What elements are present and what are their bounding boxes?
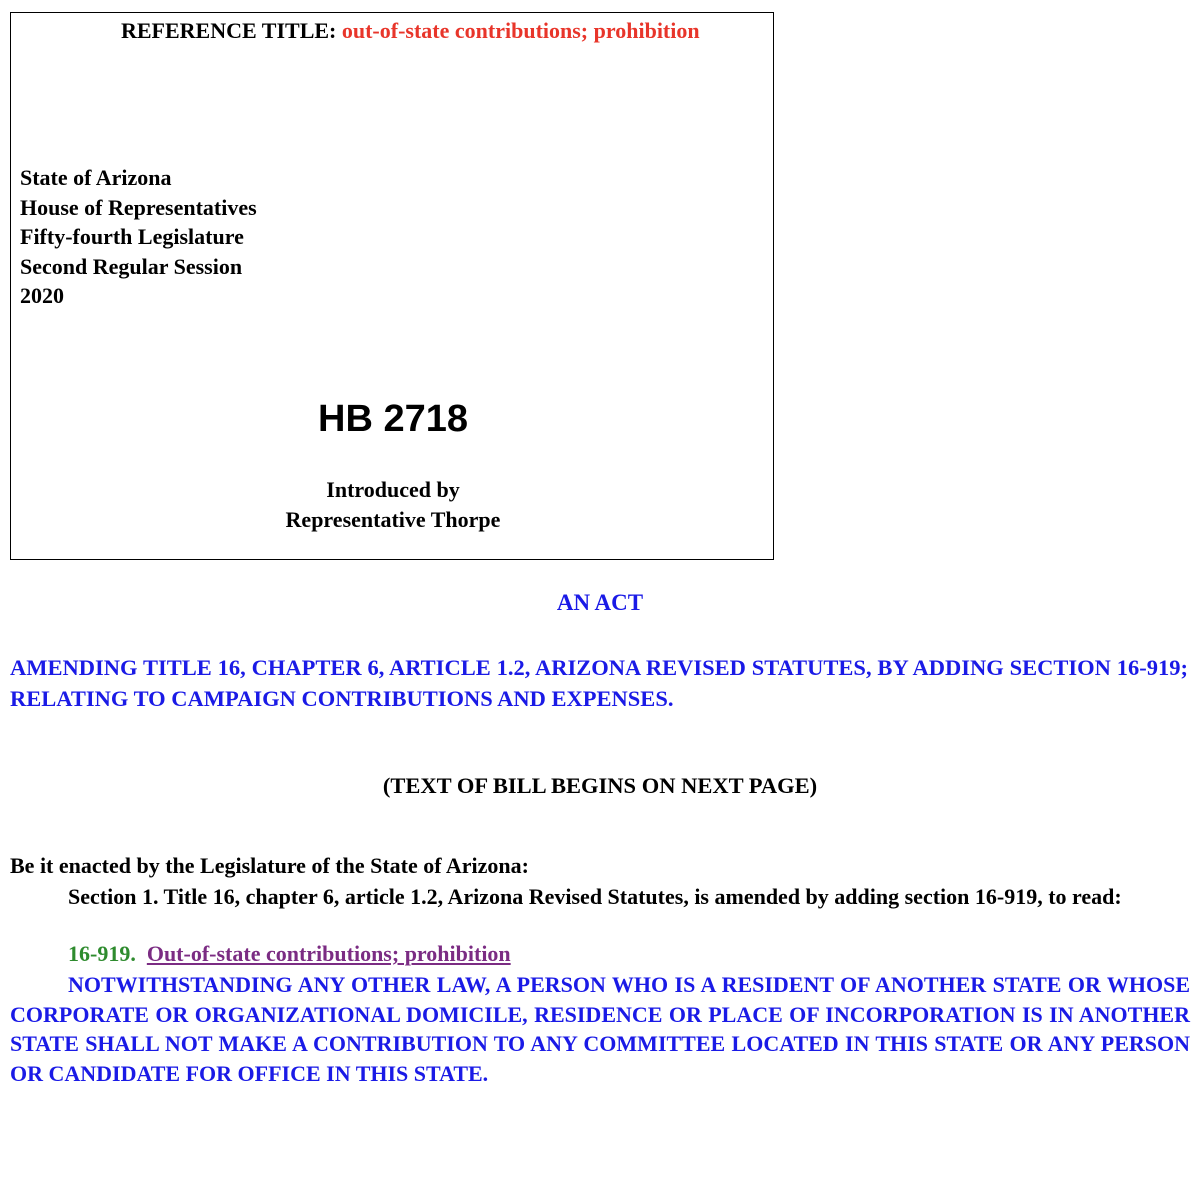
reference-title-label: REFERENCE TITLE:	[121, 18, 337, 43]
reference-title-text: out-of-state contributions; prohibition	[341, 18, 700, 43]
section-heading	[68, 941, 511, 967]
text-begins-notice: (TEXT OF BILL BEGINS ON NEXT PAGE)	[382, 773, 818, 798]
act-heading: AN ACT	[556, 590, 644, 615]
state-info	[20, 163, 257, 311]
cover-box	[10, 12, 774, 560]
session-line: Second Regular Session	[20, 253, 243, 279]
reference-title	[121, 18, 700, 44]
state-line: State of Arizona	[20, 165, 172, 190]
year-line: 2020	[20, 283, 64, 308]
introduced-by-block	[11, 475, 775, 535]
section-title: Out-of-state contributions; prohibition	[146, 941, 511, 966]
section-body: NOTWITHSTANDING ANY OTHER LAW, A PERSON WHO IS A RESIDENT OF ANOTHER STATE OR WHOSE CORPORATE OR ORGANIZATIONAL DOMICILE, RESIDENCE OR PLACE OF INCORPORATION IS IN ANOTHER STATE SHALL NOT MAKE A CONTRIBUTION TO ANY COMMITTEE LOCATED IN THIS STATE OR ANY PERSON OR CANDIDATE FOR OFFICE IN THIS STATE.	[10, 972, 1190, 1086]
enacting-clause: Be it enacted by the Legislature of the State of Arizona:	[10, 853, 529, 878]
legislature-line: Fifty-fourth Legislature	[20, 224, 244, 249]
section-number: 16-919.	[68, 941, 136, 966]
chamber-line: House of Representatives	[20, 194, 257, 220]
amending-clause: AMENDING TITLE 16, CHAPTER 6, ARTICLE 1.2, ARIZONA REVISED STATUTES, BY ADDING SECTION 16-919; RELATING TO CAMPAIGN CONTRIBUTIONS AND EXPENSES.	[10, 655, 1188, 711]
bill-number: HB 2718	[318, 398, 468, 440]
introduced-by-label: Introduced by	[326, 477, 460, 502]
sponsor-name: Representative Thorpe	[285, 507, 501, 532]
section-1-text: Section 1. Title 16, chapter 6, article 1.2, Arizona Revised Statutes, is amended by adding section 16-919, to read:	[68, 884, 1122, 909]
